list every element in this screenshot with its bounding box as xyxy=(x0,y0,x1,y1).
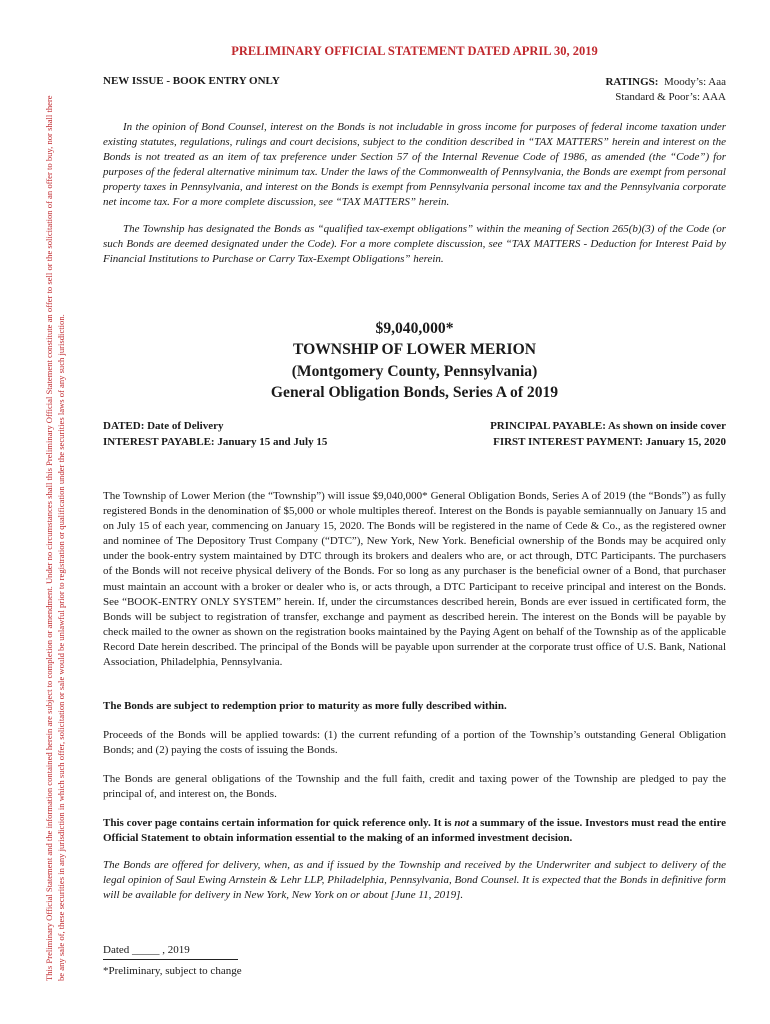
quick-reference-notice xyxy=(103,816,726,846)
ratings-label: RATINGS: xyxy=(605,76,659,88)
sp-rating: Standard & Poor’s: AAA xyxy=(615,91,726,103)
quick-ref-part-a: This cover page contains certain information for quick reference only. It is xyxy=(103,817,455,829)
description-paragraph: The Township of Lower Merion (the “Township”) will issue $9,040,000* General Obligation Bonds, Series A of 2019 (the “Bonds”) as fully registered Bonds in the denomination of $5,000 or whole multiples thereof. Interest on the Bonds is payable semiannually on January 15 and on July 15 of each year, commencing on January 15, 2020. The Bonds will be registered in the name of Cede & Co., as the registered owner and nominee of The Depository Trust Company (“DTC”), New York, New York. Beneficial ownership of the Bonds may be acquired only under the book-entry system maintained by DTC through its brokers and dealers who are, or act through, DTC Participants. The purchasers of the Bonds will not receive physical delivery of the Bonds. For so long as any purchaser is the beneficial owner of a Bond, that purchaser must maintain an account with a broker or dealer who is, or acts through, a DTC Participant to receive principal and interest on the Bonds. See “BOOK-ENTRY ONLY SYSTEM” herein. If, under the circumstances described herein, Bonds are ever issued in certificated form, the Bonds will be subject to registration of transfer, exchange and payment as described herein. The interest on the Bonds will be payable by check mailed to the owner as shown on the registration books maintained by the Paying Agent on behalf of the Township as of the applicable Record Date herein described. The principal of the Bonds will be payable upon surrender at the corporate trust office of U.S. Bank, National Association, Philadelphia, Pennsylvania. xyxy=(103,490,726,669)
signature-rule xyxy=(103,959,238,960)
general-obligation-paragraph: The Bonds are general obligations of the Township and the full faith, credit and taxing power of the Township are pledged to pay the principal of, and interest on, the Bonds. xyxy=(103,773,726,801)
preliminary-footnote: *Preliminary, subject to change xyxy=(103,965,242,977)
dated-date: DATED: Date of Delivery xyxy=(103,420,224,432)
first-interest-payment: FIRST INTEREST PAYMENT: January 15, 2020 xyxy=(493,435,726,448)
new-issue-label: NEW ISSUE - BOOK ENTRY ONLY xyxy=(103,75,280,87)
dated-text: Dated _____ , 2019 xyxy=(103,944,190,956)
series-name: General Obligation Bonds, Series A of 2019 xyxy=(270,383,559,401)
offering-paragraph: The Bonds are offered for delivery, when, as and if issued by the Township and received by the Underwriter and subject to delivery of the legal opinion of Saul Ewing Arnstein & Lehr LLP, Philadelphia, Pennsylvania, Bond Counsel. It is expected that the Bonds in definitive form will be available for delivery in New York, New York on or about [June 11, 2019]. xyxy=(103,859,726,902)
dates-left xyxy=(103,419,327,450)
principal-payable: PRINCIPAL PAYABLE: As shown on inside cover xyxy=(490,420,726,432)
county-name: (Montgomery County, Pennsylvania) xyxy=(291,362,538,380)
quick-ref-not: not xyxy=(454,817,470,829)
interest-payable: INTEREST PAYABLE: January 15 and July 15 xyxy=(103,435,328,448)
bond-amount: $9,040,000* xyxy=(375,320,454,337)
legend-line-2: be any sale of, these securities in any jurisdiction in which such offer, solicitation or sale would be unlawful prior to registration or qualification under the securities laws of any such jurisdiction. xyxy=(55,314,66,981)
legend-line-1: This Preliminary Official Statement and the information contained herein are subject to completion or amendment. Under no circumstances shall this Preliminary Official Statement constitute an offer to sell or the solicitation of an offer to buy, nor shall there xyxy=(44,95,54,981)
moodys-rating: Moody’s: Aaa xyxy=(663,76,726,88)
redemption-notice: The Bonds are subject to redemption prior to maturity as more fully described within. xyxy=(103,700,507,712)
ratings-block xyxy=(605,75,726,105)
tax-opinion-paragraph: In the opinion of Bond Counsel, interest on the Bonds is not includable in gross income for purposes of federal income taxation under existing statutes, regulations, rulings and court decisions, subject to the condition described in “TAX MATTERS” herein and interest on the Bonds is not treated as an item of tax preference under Section 57 of the Internal Revenue Code of 1986, as amended (the “Code”) for purposes of the federal alternative minimum tax. Under the laws of the Commonwealth of Pennsylvania, the Bonds are exempt from personal property taxes in Pennsylvania, and interest on the Bonds is exempt from Pennsylvania personal income tax and the Pennsylvania corporate net income tax. For a more complete discussion, see “TAX MATTERS” herein. xyxy=(103,121,726,209)
bond-title xyxy=(103,318,726,403)
red-herring-legend xyxy=(44,41,68,981)
qualified-designation-paragraph: The Township has designated the Bonds as “qualified tax-exempt obligations” within the meaning of Section 265(b)(3) of the Code (or such Bonds are deemed designated under the Code). For a more complete discussion, see “TAX MATTERS - Deduction for Interest Paid by Financial Institutions to Purchase or Carry Tax-Exempt Obligations” herein. xyxy=(103,223,726,266)
preliminary-heading: PRELIMINARY OFFICIAL STATEMENT DATED APRIL 30, 2019 xyxy=(231,44,598,58)
proceeds-paragraph: Proceeds of the Bonds will be applied towards: (1) the current refunding of a portion of the Township’s outstanding General Obligation Bonds; and (2) paying the costs of issuing the Bonds. xyxy=(103,729,726,757)
dates-right xyxy=(490,419,726,450)
issuer-name: TOWNSHIP OF LOWER MERION xyxy=(292,341,537,359)
dated-line xyxy=(103,944,190,956)
quick-ref-part-b: a summary of the issue. Investors must read the entire Official Statement to obtain information essential to the making of an informed investment decision. xyxy=(103,817,727,845)
